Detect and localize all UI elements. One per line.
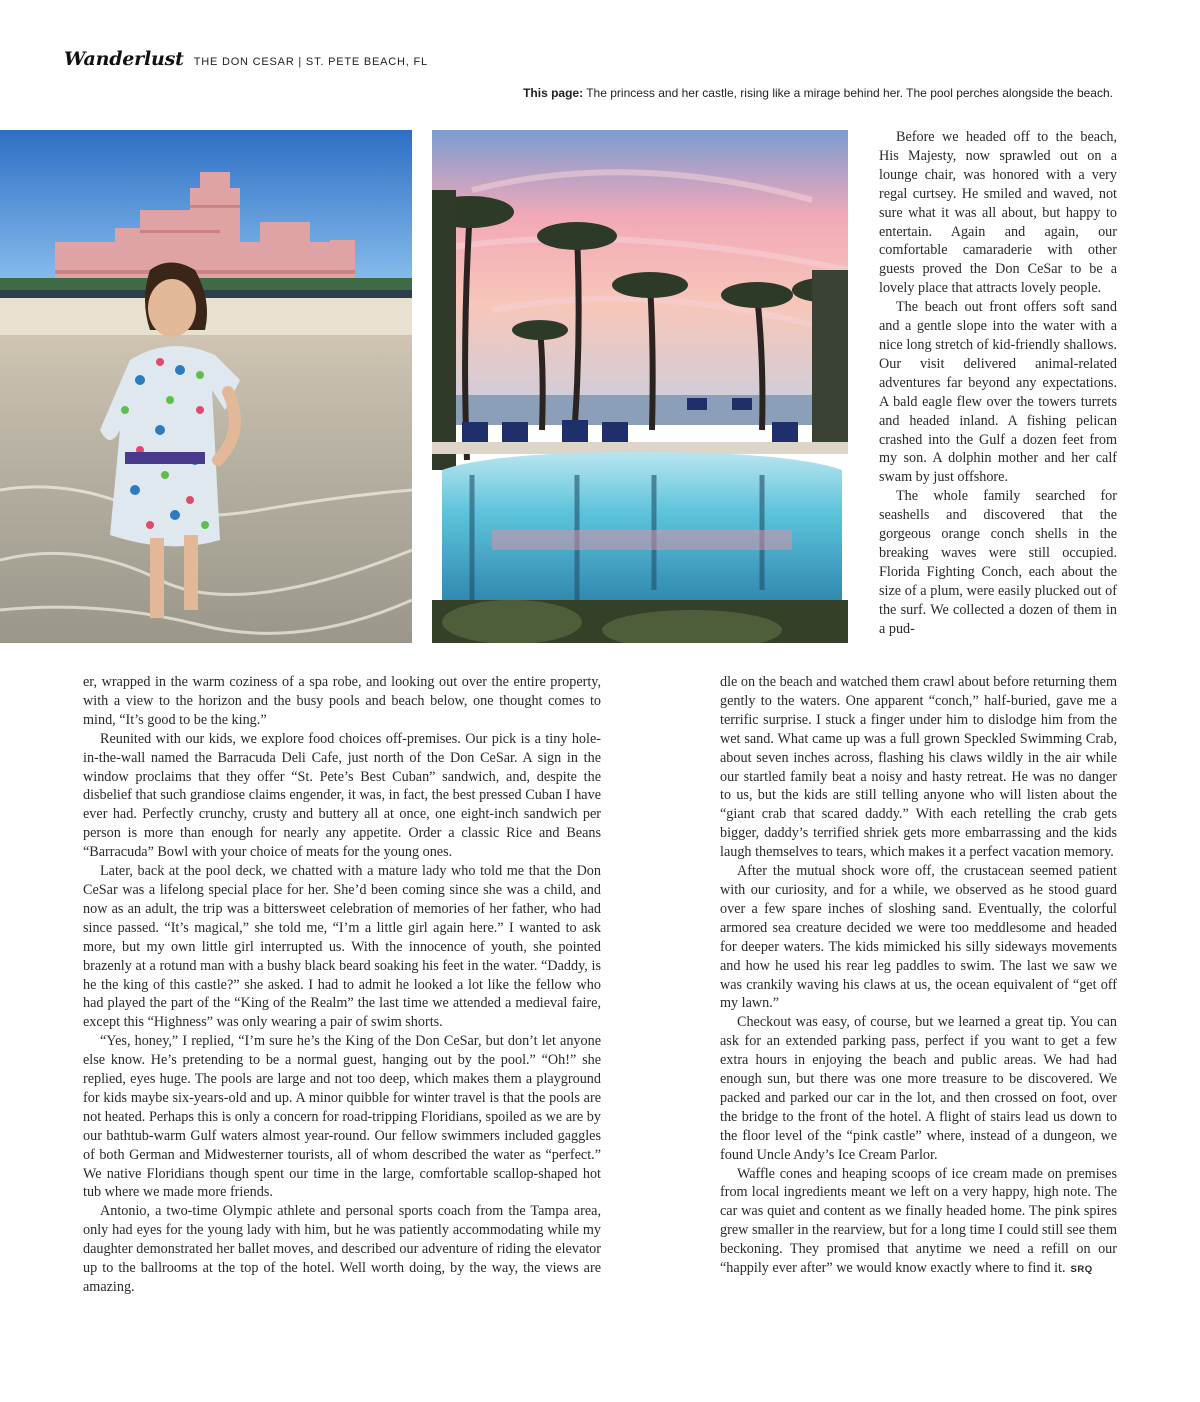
paragraph: er, wrapped in the warm coziness of a spa robe, and looking out over the entire property, with a view to the horizon and the busy pools and beach below, one thought comes to mind, “It’s good to be the king.” [83, 674, 601, 728]
photo-girl-beach [0, 130, 412, 643]
paragraph: “Yes, honey,” I replied, “I’m sure he’s the King of the Don CeSar, but don’t let anyone else know. He’s pretending to be a normal guest, hanging out by the pool.” “Oh!” she replied, eyes huge. The pools are large and not too deep, which makes them a playground for kids maybe six-years-old and up. A minor quibble for winter travel is that the pools are not heated. Perhaps this is only a concern for road-tripping Floridians, spoiled as we are by our bathtub-warm Gulf waters almost year-round. Our fellow swimmers included gaggles of both German and Midwesterner tourists, all of whom described the water as “perfect.” We native Floridians though spent our time in the large, comfortable scallop-shaped hot tub where we made more friends. [83, 1033, 601, 1201]
section-kicker: THE DON CESAR | ST. PETE BEACH, FL [193, 56, 428, 68]
photo-caption [523, 86, 1113, 100]
paragraph: dle on the beach and watched them crawl about before returning them gently to the waters. One apparent “conch,” half-buried, gave me a terrific surprise. I stuck a finger under him to dislodge him from the wet sand. What came up was a full grown Speckled Swimming Crab, about seven inches across, flashing his claws wildly in the air while our startled family beat a noisy and hasty retreat. He was no danger to us, but the kids are still telling anyone who will listen about the “giant crab that scared daddy.” With each retelling the crab gets bigger, daddy’s terrified shriek gets more embarrassing and the kids laugh themselves to tears, which makes it a perfect vacation memory. [720, 674, 1117, 861]
section-logo: Wanderlust [64, 48, 184, 70]
paragraph-text: Waffle cones and heaping scoops of ice cream made on premises from local ingredients meant we left on a very happy, high note. The car was quiet and content as we finally headed home. The pink spires grew smaller in the rearview, but for a long time I could still see them beckoning. They promised that anytime we need a refill on our “happily ever after” we would know exactly where to find it. [720, 1165, 1117, 1277]
photo-sunset-pool [432, 130, 848, 643]
photo-girl-beach-art [0, 130, 412, 643]
paragraph: Reunited with our kids, we explore food choices off-premises. Our pick is a tiny hole-in-the-wall named the Barracuda Deli Cafe, just north of the Don CeSar. A sign in the window proclaims that they offer “St. Pete’s Best Cuban” sandwich, and, despite the disbelief that such grandiose claims engender, it was, in fact, the best pressed Cuban I have ever had. Perfectly crunchy, crusty and buttery all at once, one eight-inch sandwich per person is more than enough for nearly any appetite. Order a classic Rice and Beans “Barracuda” Bowl with your choice of meats for the young ones. [83, 730, 601, 861]
paragraph: The beach out front offers soft sand and a gentle slope into the water with a nice long stretch of kid-friendly shallows. Our visit delivered animal-related adventures far beyond any expectations. A bald eagle flew over the towers turrets and headed inland. A fishing pelican crashed into the Gulf a dozen feet from my son. A dolphin mother and her calf swam by just offshore. [879, 299, 1117, 486]
paragraph: Before we headed off to the beach, His Majesty, now sprawled out on a lounge chair, was honored with a very regal curtsey. He smiled and waved, not sure what it was all about, but happy to entertain. Again and again, our comfortable camaraderie with other guests proved the Don CeSar to be a lovely place that attracts lovely people. [879, 129, 1117, 297]
paragraph: Later, back at the pool deck, we chatted with a mature lady who told me that the Don CeSar was a lifelong special place for her. She’d been coming since she was a child, and now as an adult, the trip was a bittersweet celebration of memories of her father, who had since passed. “It’s magical,” she told me, “I’m a little girl again here.” I wanted to ask more, but my own little girl interrupted us. With the innocence of youth, she pointed brazenly at a rotund man with a bushy black beard soaking his feet in the water. “Daddy, is he the king of this castle?” she asked. I had to admit he looked a lot like the fellow who had played the part of the “King of the Realm” the last time we attended a medieval faire, except this “Highness” was only wearing a pair of swim shorts. [83, 863, 601, 1031]
paragraph: Antonio, a two-time Olympic athlete and personal sports coach from the Tampa area, only had eyes for the young lady with him, but he was patiently accommodating while my daughter demonstrated her ballet moves, and described our adventure of riding the elevator up to the ballrooms at the top of the hotel. Well worth doing, by the way, the views are amazing. [83, 1203, 601, 1295]
photo-sunset-pool-art [432, 130, 848, 643]
caption-text: The princess and her castle, rising like a mirage behind her. The pool perches alongside the beach. [583, 86, 1113, 100]
caption-label: This page: [523, 86, 584, 100]
paragraph: The whole family searched for seashells and discovered that the gorgeous orange conch shells in the breaking waves were still occupied. Florida Fighting Conch, each about the size of a plum, were easily plucked out of the surf. We collected a dozen of them in a pud- [879, 488, 1117, 637]
article-column-left [83, 673, 601, 1297]
article-column-right-bottom [720, 673, 1117, 1280]
paragraph: After the mutual shock wore off, the crustacean seemed patient with our curiosity, and for a while, we observed as he stood guard over a few spare inches of sloshing sand. Eventually, the colorful armored sea creature decided we were too meddlesome and headed for deeper waters. The kids mimicked his silly sideways movements and how he used his rear leg paddles to swim. The last we saw we was crankily waving his claws at us, the ocean equivalent of “get off my lawn.” [720, 863, 1117, 1012]
page-header [64, 48, 428, 70]
paragraph: Checkout was easy, of course, but we learned a great tip. You can ask for an extended parking pass, perfect if you want to get a few extra hours in enjoying the beach and public areas. We had had enough sun, but there was one more treasure to be discovered. We packed and parked our car in the lot, and then crossed on foot, over the bridge to the front of the hotel. A flight of stairs lead us down to the floor level of the “pink castle” where, instead of a dungeon, we found Uncle Andy’s Ice Cream Parlor. [720, 1014, 1117, 1163]
article-column-right-top [879, 128, 1117, 638]
final-paragraph [720, 1165, 1117, 1280]
signoff-mark: SRQ [1070, 1264, 1093, 1276]
